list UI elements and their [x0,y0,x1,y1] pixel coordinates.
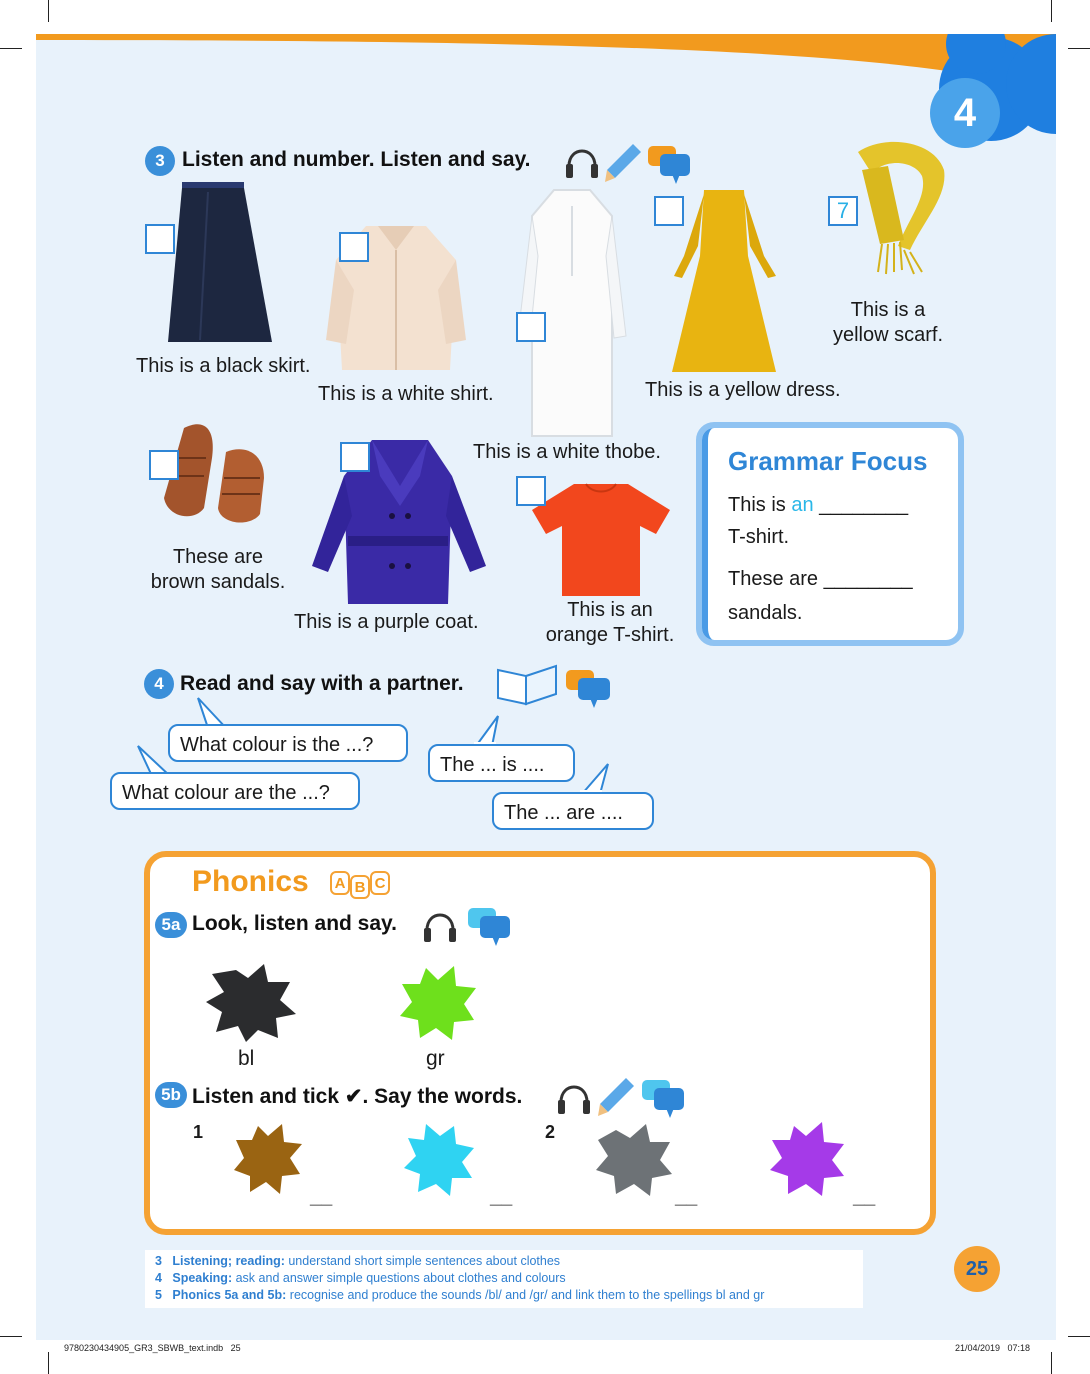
unit-number: 4 [953,90,977,135]
page-number: 25 [965,1257,989,1280]
exercise-3-number-box[interactable]: 7 [828,196,858,226]
note-line-5 [155,1288,764,1302]
paint-blot-grey [594,1122,674,1198]
grammar-focus-box [696,422,964,646]
abc-letter: C [370,871,390,895]
abc-letter: B [350,875,370,899]
speech-bubble: The ... are .... [492,792,654,830]
tick-blank[interactable]: __ [310,1186,333,1208]
note-text: ask and answer simple questions about clothes and colours [235,1271,566,1285]
caption-line: This is a [850,299,926,321]
exercise-3-number-box[interactable] [339,232,369,262]
tick-blank[interactable]: __ [853,1186,876,1208]
grammar-line-4: sandals. [728,602,803,624]
phonics-label-gr: gr [426,1047,445,1070]
exercise-3-number-box[interactable] [340,442,370,472]
note-number: 4 [155,1271,162,1285]
exercise-5b-badge: 5b [155,1082,187,1108]
speech-bubble: What colour is the ...? [168,724,408,762]
caption-line: This is an [567,599,653,621]
exercise-4-instruction: Read and say with a partner. [180,672,464,695]
unit-number-circle [930,78,1000,148]
note-text: recognise and produce the sounds /bl/ and /gr/ and link them to the spellings bl and gr [289,1288,765,1302]
caption-line: yellow scarf. [832,324,944,346]
note-text: understand short simple sentences about clothes [288,1254,561,1268]
caption-yellow-dress: This is a yellow dress. [645,379,841,401]
note-number: 5 [155,1288,162,1302]
exercise-3-number-box[interactable] [145,224,175,254]
brown-sandals-image [164,418,274,528]
orange-tshirt-image [530,482,672,598]
caption-yellow-scarf [828,298,948,348]
grammar-focus-title: Grammar Focus [728,446,928,476]
pencil-icon [603,142,643,184]
tick-blank[interactable]: __ [675,1186,698,1208]
speech-bubbles-icon [466,906,514,950]
speech-bubbles-icon [640,1078,688,1122]
speech-bubble: The ... is .... [428,744,575,782]
exercise-3-instruction: Listen and number. Listen and say. [182,148,531,171]
grammar-text: This is [728,494,792,516]
caption-white-shirt: This is a white shirt. [318,383,494,405]
caption-black-skirt: This is a black skirt. [136,355,311,377]
phonics-title: Phonics [192,865,309,898]
teacher-notes [145,1250,863,1308]
pencil-icon [596,1076,636,1118]
grammar-highlight: an [791,494,814,516]
note-number: 3 [155,1254,162,1268]
exercise-3-number-box[interactable] [654,196,684,226]
grammar-line-3: These are ________ [728,568,913,590]
headphones-icon [556,1076,592,1118]
tick-blank[interactable]: __ [490,1186,513,1208]
paint-blot-purple [768,1120,848,1198]
caption-line: orange T-shirt. [545,624,675,646]
exercise-3-number-box[interactable] [516,476,546,506]
paint-blot-brown [232,1120,304,1198]
speech-bubbles-icon [646,144,694,188]
black-skirt-image [168,182,272,346]
abc-letter: A [330,871,350,895]
page-number-circle [954,1246,1000,1292]
header-decoration [36,34,1056,144]
phonics-label-bl: bl [238,1047,255,1070]
caption-line: These are [172,546,264,568]
exercise-3-badge: 3 [145,146,175,176]
note-label: Listening; reading: [172,1254,285,1268]
caption-brown-sandals [145,545,291,595]
purple-coat-image [312,436,486,608]
note-line-3 [155,1254,560,1268]
print-slug-date: 21/04/2019 07:18 [955,1343,1031,1353]
exercise-3-number-box[interactable] [516,312,546,342]
headphones-icon [422,904,458,946]
paint-blot-green [398,962,478,1042]
caption-purple-coat: This is a purple coat. [294,611,479,633]
print-slug-file: 9780230434905_GR3_SBWB_text.indb 25 [64,1343,241,1353]
grammar-blank: ________ [813,494,909,516]
group-number-1: 1 [193,1122,204,1142]
paint-blot-light-blue [402,1120,476,1198]
caption-line: brown sandals. [150,571,286,593]
exercise-5a-badge: 5a [155,912,187,938]
exercise-5b-instruction: Listen and tick ✔. Say the words. [192,1085,523,1108]
caption-orange-tshirt [540,598,680,648]
note-line-4 [155,1271,566,1285]
speech-bubble: What colour are the ...? [110,772,360,810]
note-label: Speaking: [172,1271,233,1285]
exercise-4-badge: 4 [144,669,174,699]
yellow-scarf-image [844,140,954,290]
group-number-2: 2 [545,1122,556,1142]
caption-white-thobe: This is a white thobe. [473,441,661,463]
headphones-icon [564,140,600,182]
grammar-line-2: T-shirt. [728,526,790,548]
exercise-3-number-box[interactable] [149,450,179,480]
grammar-line-1 [728,494,908,517]
abc-badge-icon [330,869,394,901]
exercise-5a-instruction: Look, listen and say. [192,912,397,935]
paint-blot-black [206,962,298,1042]
note-label: Phonics 5a and 5b: [172,1288,287,1302]
